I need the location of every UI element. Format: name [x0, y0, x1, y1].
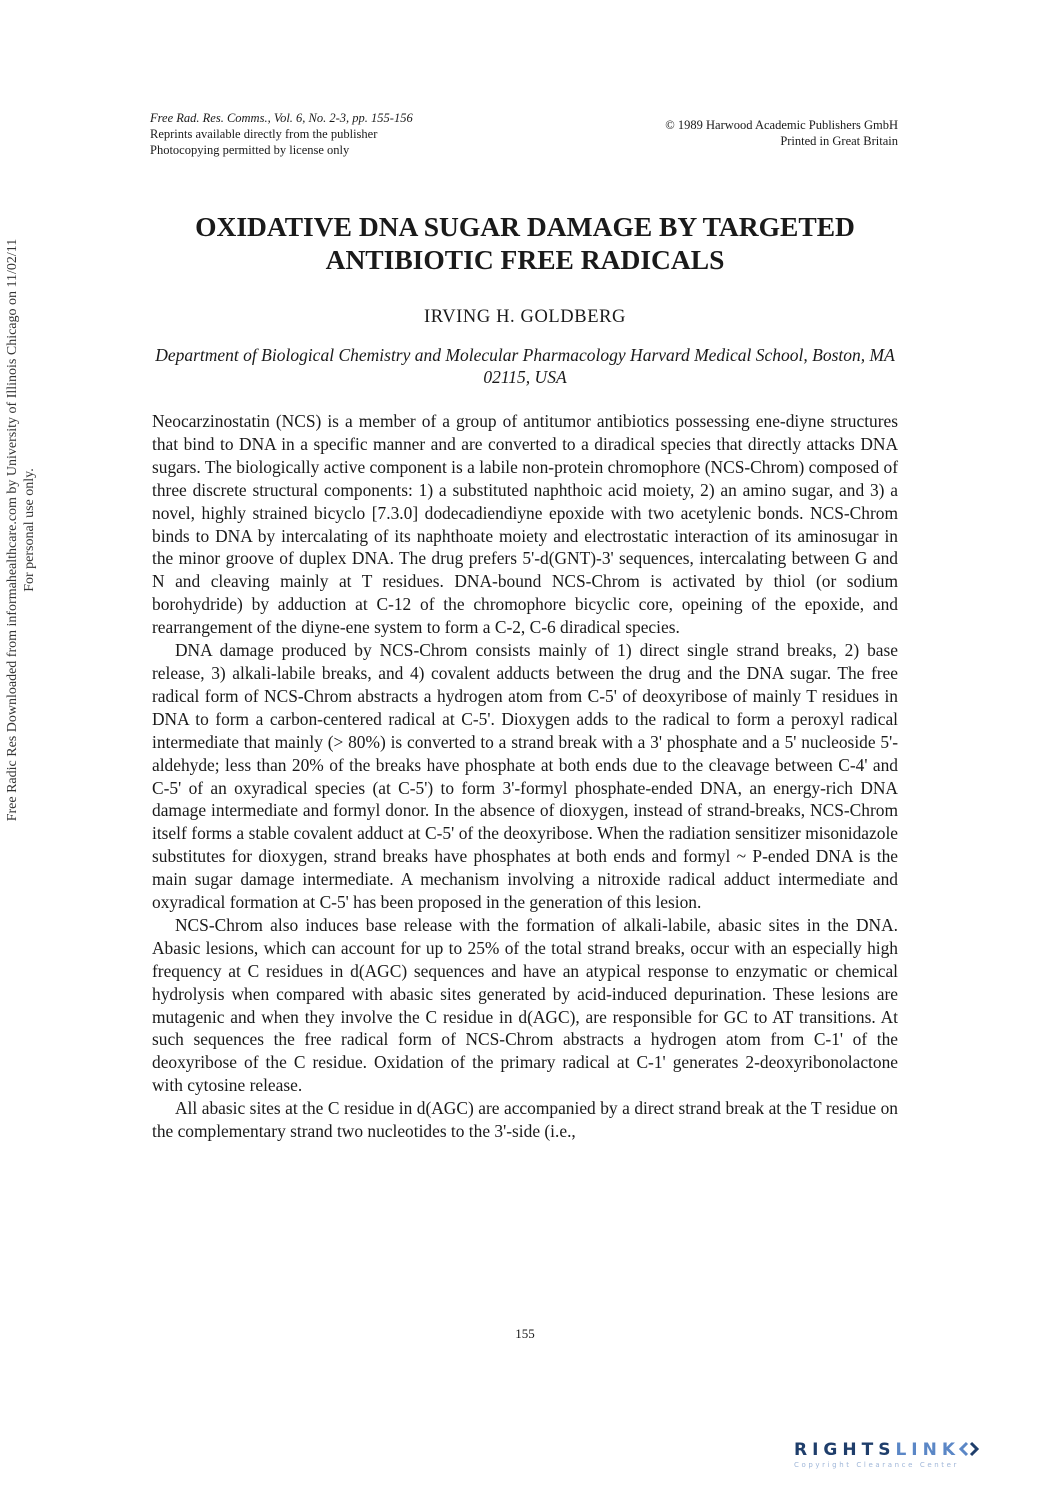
author-affiliation: Department of Biological Chemistry and Molecular Pharmacology Harvard Medical School, Boston, MA 02115, USA — [155, 345, 895, 387]
paragraph-1: Neocarzinostatin (NCS) is a member of a group of antitumor antibiotics possessing ene-diyne structures that bind to DNA in a specific manner and are converted to a diradical species that directly attacks DNA sugars. The biologically active component is a labile non-protein chromophore (NCS-Chrom) composed of three discrete structural components: 1) a substituted naphthoic acid moiety, 2) an amino sugar, and 3) a novel, highly strained bicyclo [7.3.0] dodecadiendiyne epoxide with two acetylenic bonds. NCS-Chrom binds to DNA by intercalating of its naphthoate moiety and electrostatic interaction of its aminosugar in the minor groove of duplex DNA. The drug prefers 5'-d(GNT)-3' sequences, intercalating between G and N and cleaving mainly at T residues. DNA-bound NCS-Chrom is activated by thiol (or sodium borohydride) by adduction at C-12 of the chromophore bicyclic core, opeining of the epoxide, and rearrangement of the diyne-ene system to form a C-2, C-6 diradical species. — [152, 411, 898, 638]
page-number: 155 — [515, 1326, 535, 1341]
journal-citation: Free Rad. Res. Comms., Vol. 6, No. 2-3, pp. 155-156 — [150, 111, 413, 125]
download-watermark — [4, 0, 38, 1070]
printed-line: Printed in Great Britain — [780, 134, 898, 148]
chevron-arrows-icon — [958, 1441, 980, 1457]
copyright-line: © 1989 Harwood Academic Publishers GmbH — [665, 118, 898, 132]
publisher-header — [518, 117, 898, 149]
photocopy-note: Photocopying permitted by license only — [150, 143, 350, 157]
rightslink-word-rights: RIGHTS — [794, 1440, 896, 1460]
paper-title: OXIDATIVE DNA SUGAR DAMAGE BY TARGETED ANTIBIOTIC FREE RADICALS — [195, 211, 855, 275]
download-watermark-line-1: Free Radic Res Downloaded from informahealthcare.com by University of Illinois Chicago on 11/02/11 — [5, 238, 20, 822]
abstract-body — [152, 410, 898, 1143]
download-watermark-line-2: For personal use only. — [22, 468, 37, 592]
reprints-note: Reprints available directly from the publisher — [150, 127, 378, 141]
author-name: IRVING H. GOLDBERG — [423, 307, 626, 327]
paragraph-3: NCS-Chrom also induces base release with the formation of alkali-labile, abasic sites in the DNA. Abasic lesions, which can account for up to 25% of the total strand breaks, occur with an especially high frequency at C residues in d(AGC) sequences and have an atypical response to enzymatic or chemical hydrolysis when compared with abasic sites generated by acid-induced depurination. These lesions are mutagenic and when they involve the C residue in d(AGC), are responsible for GC to AT transitions. At such sequences the free radical form of NCS-Chrom abstracts a hydrogen atom from C-1' of the deoxyribose of the C residue. Oxidation of the primary radical at C-1' generates 2-deoxyribonolactone with cytosine release. — [152, 914, 898, 1096]
rightslink-tagline: Copyright Clearance Center — [794, 1461, 960, 1469]
paragraph-4: All abasic sites at the C residue in d(AGC) are accompanied by a direct strand break at the T residue on the complementary strand two nucleotides to the 3'-side (i.e., — [152, 1098, 898, 1142]
rightslink-word-link: LINK — [895, 1440, 960, 1460]
paragraph-2: DNA damage produced by NCS-Chrom consists mainly of 1) direct single strand breaks, 2) base release, 3) alkali-labile breaks, and 4) covalent adducts between the drug and the DNA sugar. The free radical form of NCS-Chrom abstracts a hydrogen atom from C-5' of deoxyribose of mainly T residues in DNA to form a carbon-centered radical at C-5'. Dioxygen adds to the radical to form a peroxyl radical intermediate that mainly (> 80%) is converted to a strand break with a 3' phosphate and a 5' nucleoside 5'-aldehyde; less than 20% of the breaks have phosphate at both ends due to the cleavage between C-4' and C-5' of an oxyradical species (at C-5') to form 3'-formyl phosphate-ended DNA, an energy-rich DNA damage intermediate and formyl donor. In the absence of dioxygen, instead of strand-breaks, NCS-Chrom itself forms a stable covalent adduct at C-5' of the deoxyribose. When the radiation sensitizer misonidazole substitutes for dioxygen, strand breaks have phosphates at both ends and formyl ~ P-ended DNA is the main sugar damage intermediate. A mechanism involving a nitroxide radical adduct intermediate and oxyradical formation at C-5' has been proposed in the generation of this lesion. — [152, 640, 898, 913]
journal-header — [150, 110, 570, 158]
rightslink-logo[interactable] — [794, 1440, 1034, 1480]
